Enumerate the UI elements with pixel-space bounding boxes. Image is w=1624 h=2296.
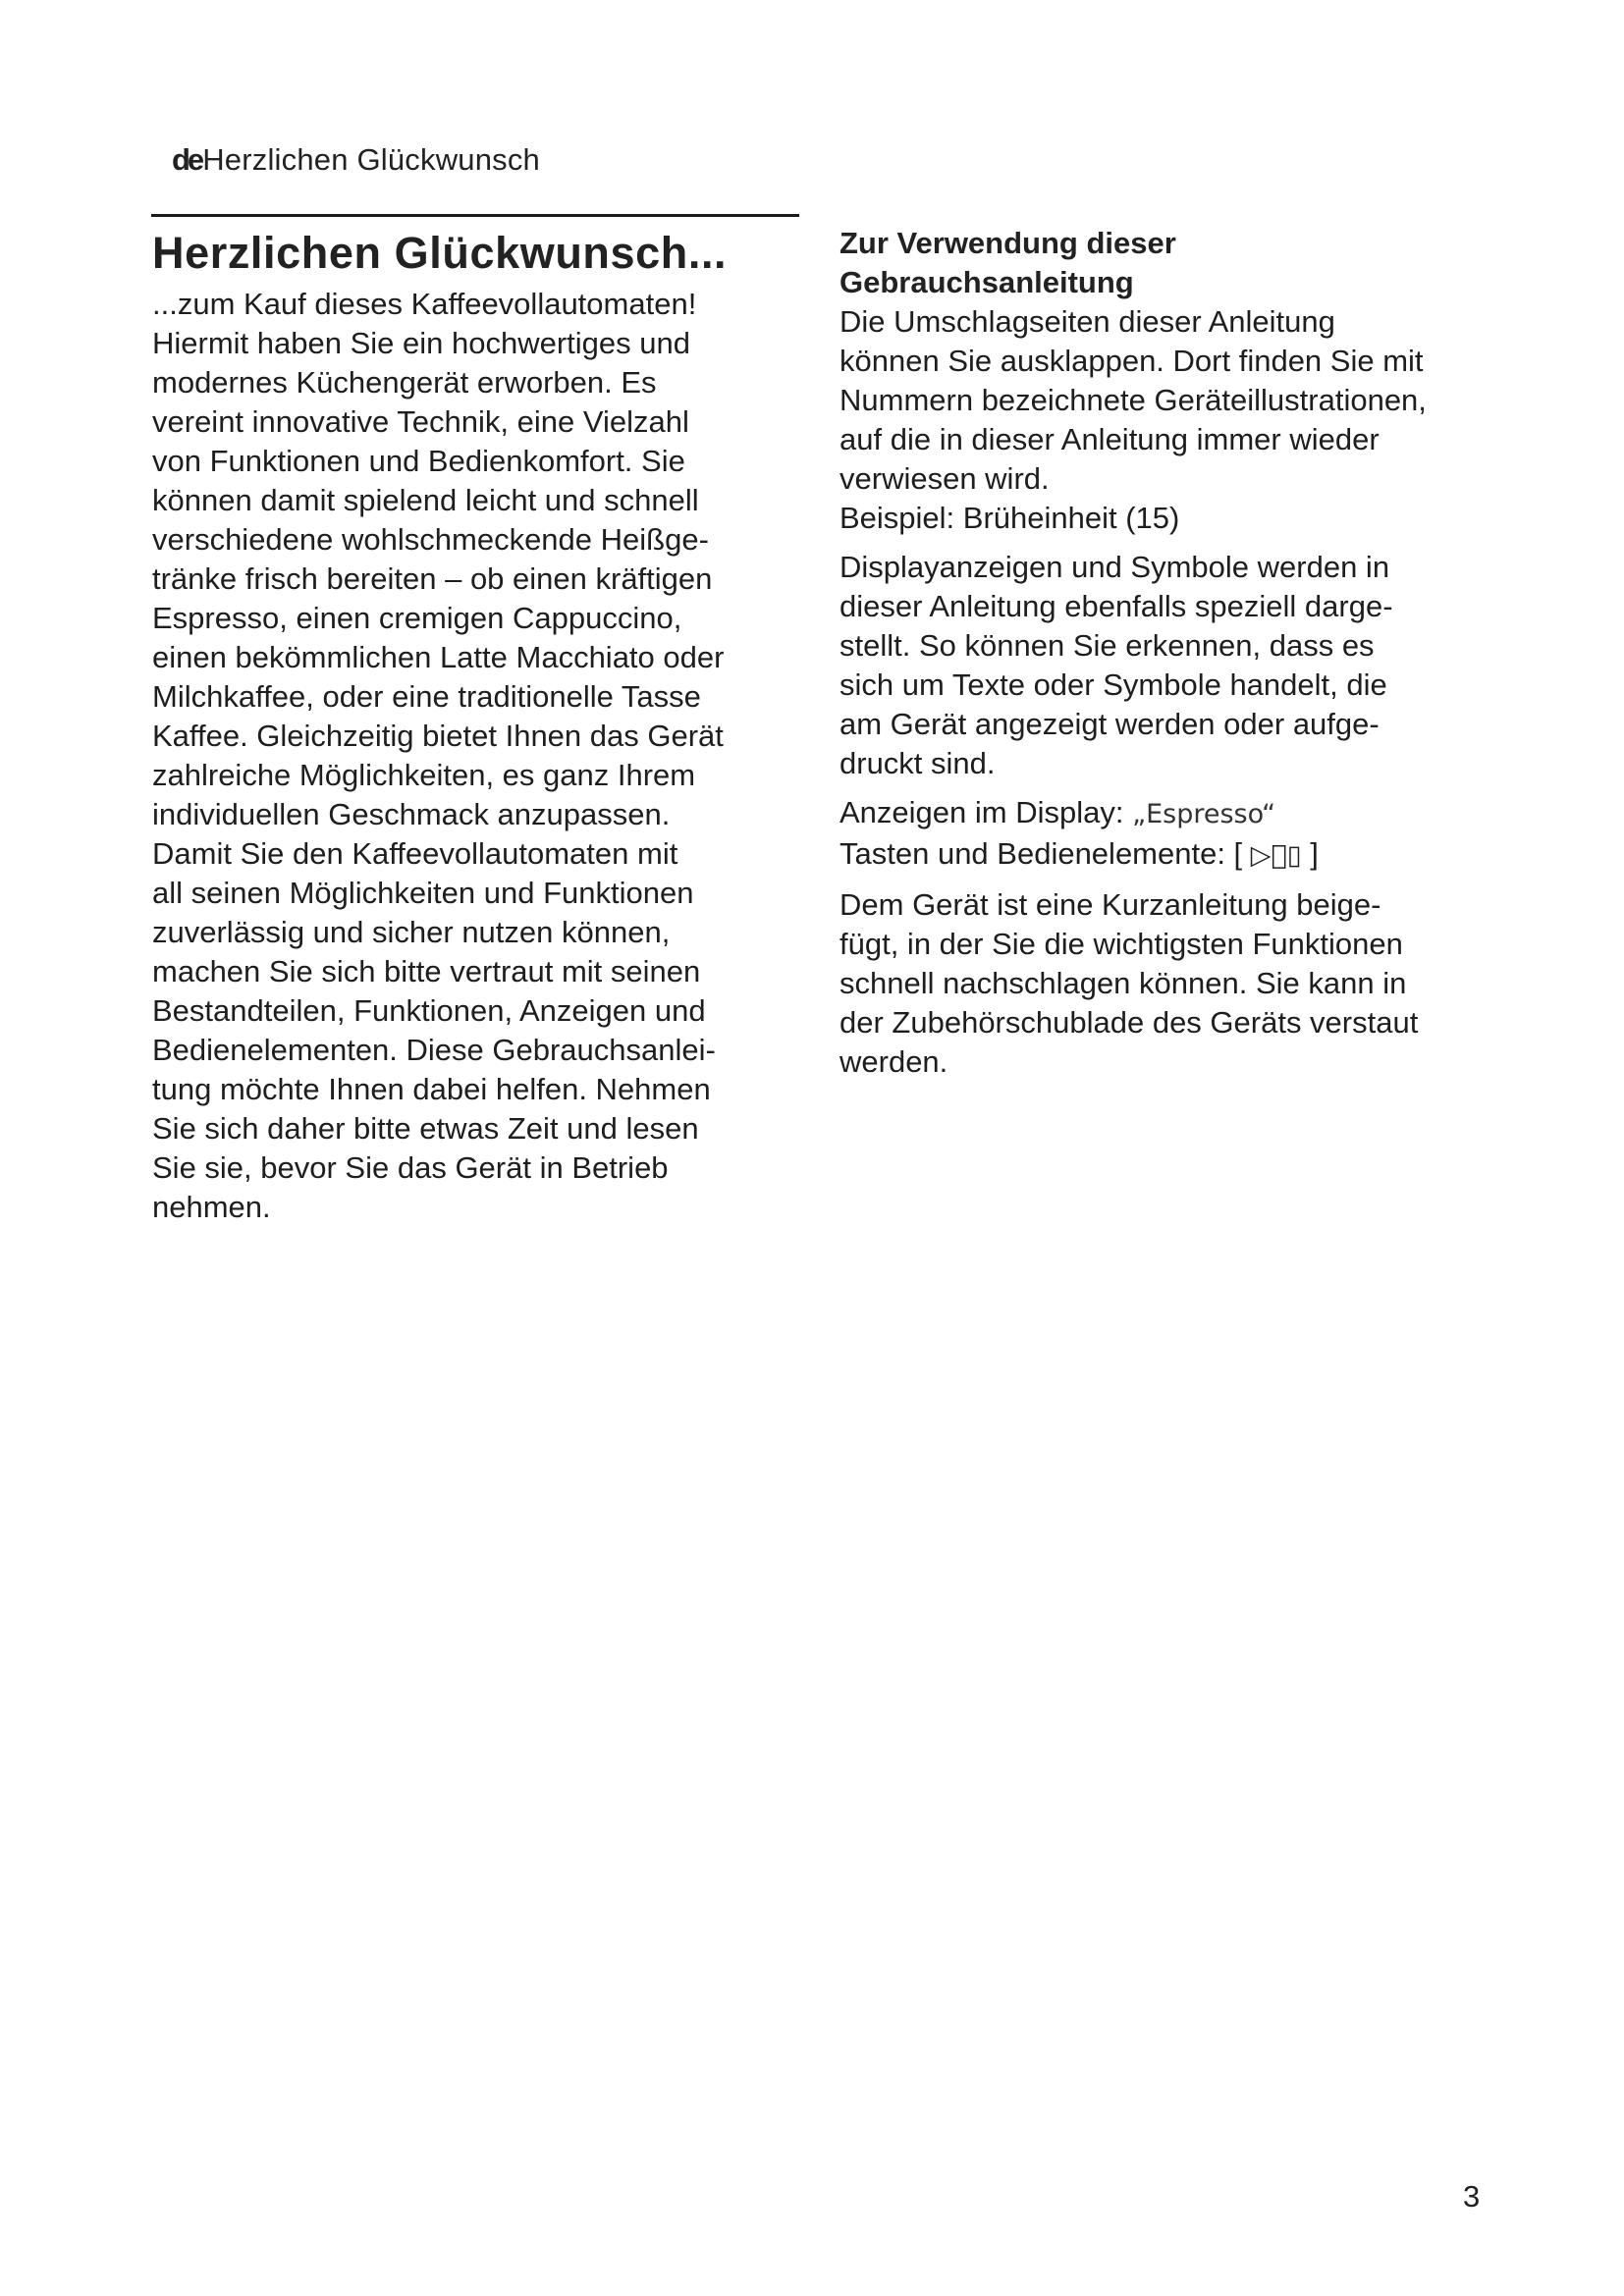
- running-header: [172, 140, 540, 180]
- display-label: Anzeigen im Display:: [839, 795, 1133, 829]
- display-example-line: [839, 793, 1488, 834]
- example-line: Beispiel: Brüheinheit (15): [839, 501, 1180, 535]
- left-column: [152, 222, 790, 1227]
- right-column: [839, 224, 1488, 1082]
- intro-paragraph: ...zum Kauf dieses Kaffeevollautomaten! Hiermit haben Sie ein hochwertiges und modernes Küchengerät erworben. Es vereint innovative Technik, eine Vielzahl von Funktionen und Bedienkomfort. Sie können damit spielend leicht und schnell verschiedene wohlschmeckende Heißge- tränke frisch bereiten – ob einen kräftigen Espresso, einen cremigen Cappuccino, einen bekömmlichen Latte Macchiato oder Milchkaffee, oder eine traditionelle Tasse Kaffee. Gleichzeitig bietet Ihnen das Gerät zahlreiche Möglichkeiten, es ganz Ihrem individuellen Geschmack anzupassen. Damit Sie den Kaffeevollautomaten mit all seinen Möglichkeiten und Funktionen zuverlässig und sicher nutzen können, machen Sie sich bitte vertraut mit seinen Bestandteilen, Funktionen, Anzeigen und Bedienelementen. Diese Gebrauchsanlei- tung möchte Ihnen dabei helfen. Nehmen Sie sich daher bitte etwas Zeit und lesen Sie sie, bevor Sie das Gerät in Betrieb nehmen.: [152, 287, 725, 1224]
- usage-paragraph: Die Umschlagseiten dieser Anleitung können Sie ausklappen. Dort finden Sie mit Nummern bezeichnete Geräteillustrationen, auf die in dieser Anleitung immer wieder verwiesen wird.: [839, 304, 1427, 496]
- running-header-title: Herzlichen Glückwunsch: [202, 142, 540, 177]
- section-heading: Herzlichen Glückwunsch...: [152, 228, 728, 278]
- language-code: de: [172, 142, 202, 177]
- keys-close-bracket: ]: [1301, 836, 1319, 871]
- start-stop-key-icon: ▷⃝▯: [1250, 840, 1302, 871]
- display-symbols-paragraph: Displayanzeigen und Symbole werden in dieser Anleitung ebenfalls speziell darge- stellt. So können Sie erkennen, dass es sich um Texte oder Symbole handelt, die am Gerät angezeigt werden oder aufge- druckt sind.: [839, 550, 1393, 780]
- keys-label: Tasten und Bedienelemente: [: [839, 836, 1251, 871]
- keys-example-line: [839, 834, 1488, 876]
- section-divider: [151, 214, 799, 217]
- subsection-heading: Zur Verwendung dieser Gebrauchsanleitung: [839, 226, 1176, 299]
- quick-guide-paragraph: Dem Gerät ist eine Kurzanleitung beige- fügt, in der Sie die wichtigsten Funktionen schnell nachschlagen können. Sie kann in der Zubehörschublade des Geräts verstaut werden.: [839, 887, 1419, 1079]
- display-value: „Espresso“: [1132, 799, 1276, 829]
- page-number: 3: [1463, 2179, 1481, 2214]
